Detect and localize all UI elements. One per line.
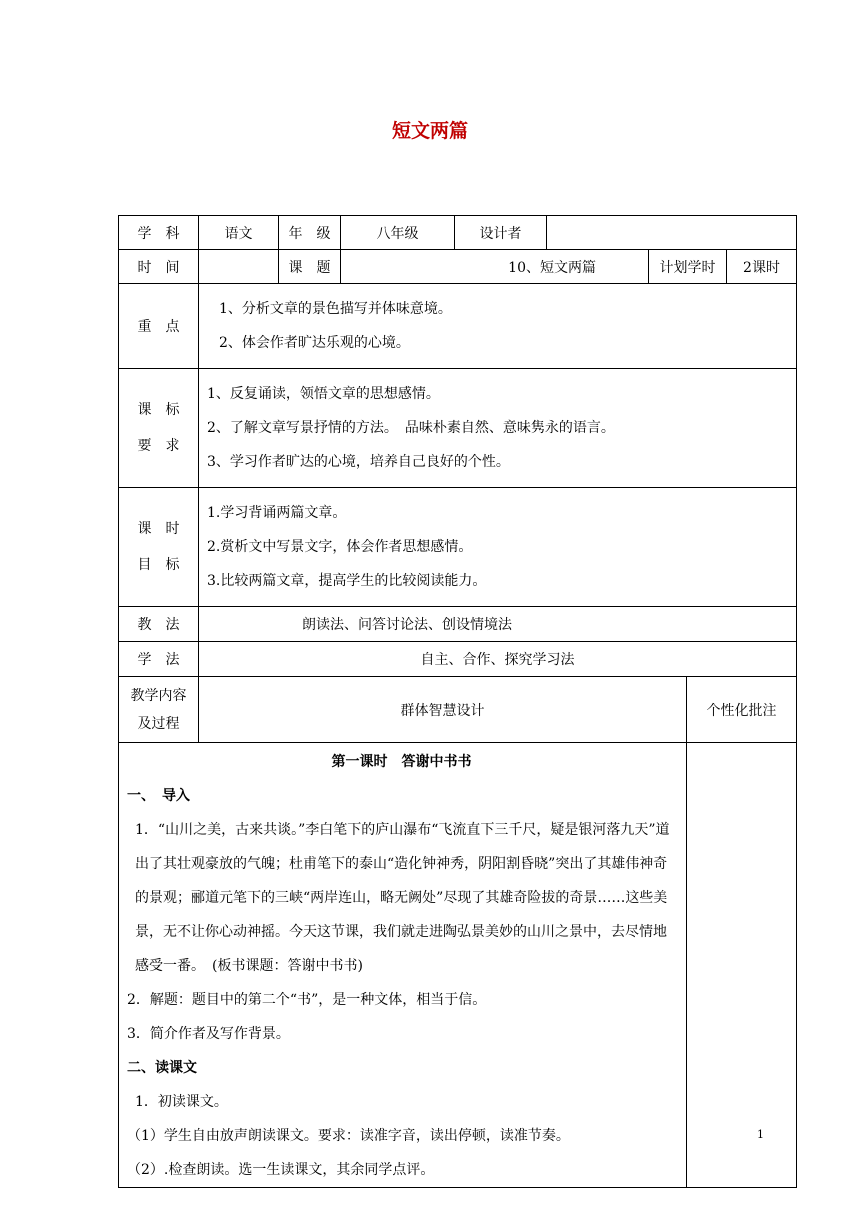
lesson-label: 课 题	[279, 250, 341, 284]
paragraph: 3．简介作者及写作背景。	[127, 1026, 290, 1042]
teaching-method-label: 教 法	[119, 607, 199, 642]
lesson-plan-table	[118, 215, 797, 1188]
teaching-method-value: 朗读法、问答讨论法、创设情境法	[199, 607, 797, 642]
paragraph: 1．“山川之美，古来共谈。”李白笔下的庐山瀑布“飞流直下三千尺，疑是银河落九天”道出了其壮观豪放的气魄；杜甫笔下的泰山“造化钟神秀，阴阳割昏晓”突出了其雄伟神奇的景观；郦道元笔下的三峡“两岸连山，略无阙处”尽现了其雄奇险拔的奇景……这些美景，无不让你心动神摇。今天这节课，我们就走进陶弘景美妙的山川之景中，去尽情地感受一番。 (板书课题：答谢中书书)	[135, 822, 670, 974]
annotation-column	[687, 743, 797, 1188]
grade-label: 年 级	[279, 216, 341, 250]
group-design-header: 群体智慧设计	[199, 677, 687, 743]
section-heading: 二、读课文	[127, 1060, 197, 1076]
standard-item: 2、了解文章写景抒情的方法。 品味朴素自然、意味隽永的语言。	[207, 420, 615, 436]
objective-item: 2.赏析文中写景文字，体会作者思想感情。	[207, 539, 473, 555]
paragraph: 2．解题：题目中的第二个“书”，是一种文体，相当于信。	[127, 992, 487, 1008]
paragraph: （1）学生自由放声朗读课文。要求：读准字音，读出停顿，读准节奏。	[127, 1128, 570, 1144]
standard-item: 1、反复诵读，领悟文章的思想感情。	[207, 386, 440, 402]
hours-label: 计划学时	[649, 250, 727, 284]
grade-value: 八年级	[341, 216, 455, 250]
time-value	[199, 250, 279, 284]
page-number: 1	[757, 1128, 764, 1141]
lesson-value: 10、短文两篇	[341, 250, 649, 284]
lesson-heading: 第一课时 答谢中书书	[331, 754, 472, 770]
section-heading: 一、 导入	[127, 788, 190, 804]
hours-value: 2课时	[727, 250, 797, 284]
paragraph: （2）.检查朗读。选一生读课文，其余同学点评。	[127, 1162, 435, 1178]
subject-value: 语文	[199, 216, 279, 250]
designer-label: 设计者	[455, 216, 547, 250]
key-points-list	[199, 284, 797, 369]
subject-label: 学 科	[119, 216, 199, 250]
designer-value	[547, 216, 797, 250]
content-header-label: 教学内容 及过程	[119, 677, 199, 743]
page-title: 短文两篇	[391, 120, 468, 142]
key-points-label: 重 点	[119, 284, 199, 369]
objective-item: 3.比较两篇文章，提高学生的比较阅读能力。	[207, 573, 487, 589]
objectives-label: 课 时 目 标	[119, 488, 199, 607]
objective-item: 1.学习背诵两篇文章。	[207, 505, 347, 521]
learning-method-value: 自主、合作、探究学习法	[199, 642, 797, 677]
standards-label: 课 标 要 求	[119, 369, 199, 488]
annotation-header: 个性化批注	[687, 677, 797, 743]
content-body	[119, 743, 687, 1188]
standard-item: 3、学习作者旷达的心境，培养自己良好的个性。	[207, 454, 510, 470]
objectives-list	[199, 488, 797, 607]
paragraph: 1．初读课文。	[135, 1094, 228, 1110]
standards-list	[199, 369, 797, 488]
key-point-item: 1、分析文章的景色描写并体味意境。	[219, 301, 452, 317]
key-point-item: 2、体会作者旷达乐观的心境。	[219, 335, 410, 351]
learning-method-label: 学 法	[119, 642, 199, 677]
time-label: 时 间	[119, 250, 199, 284]
